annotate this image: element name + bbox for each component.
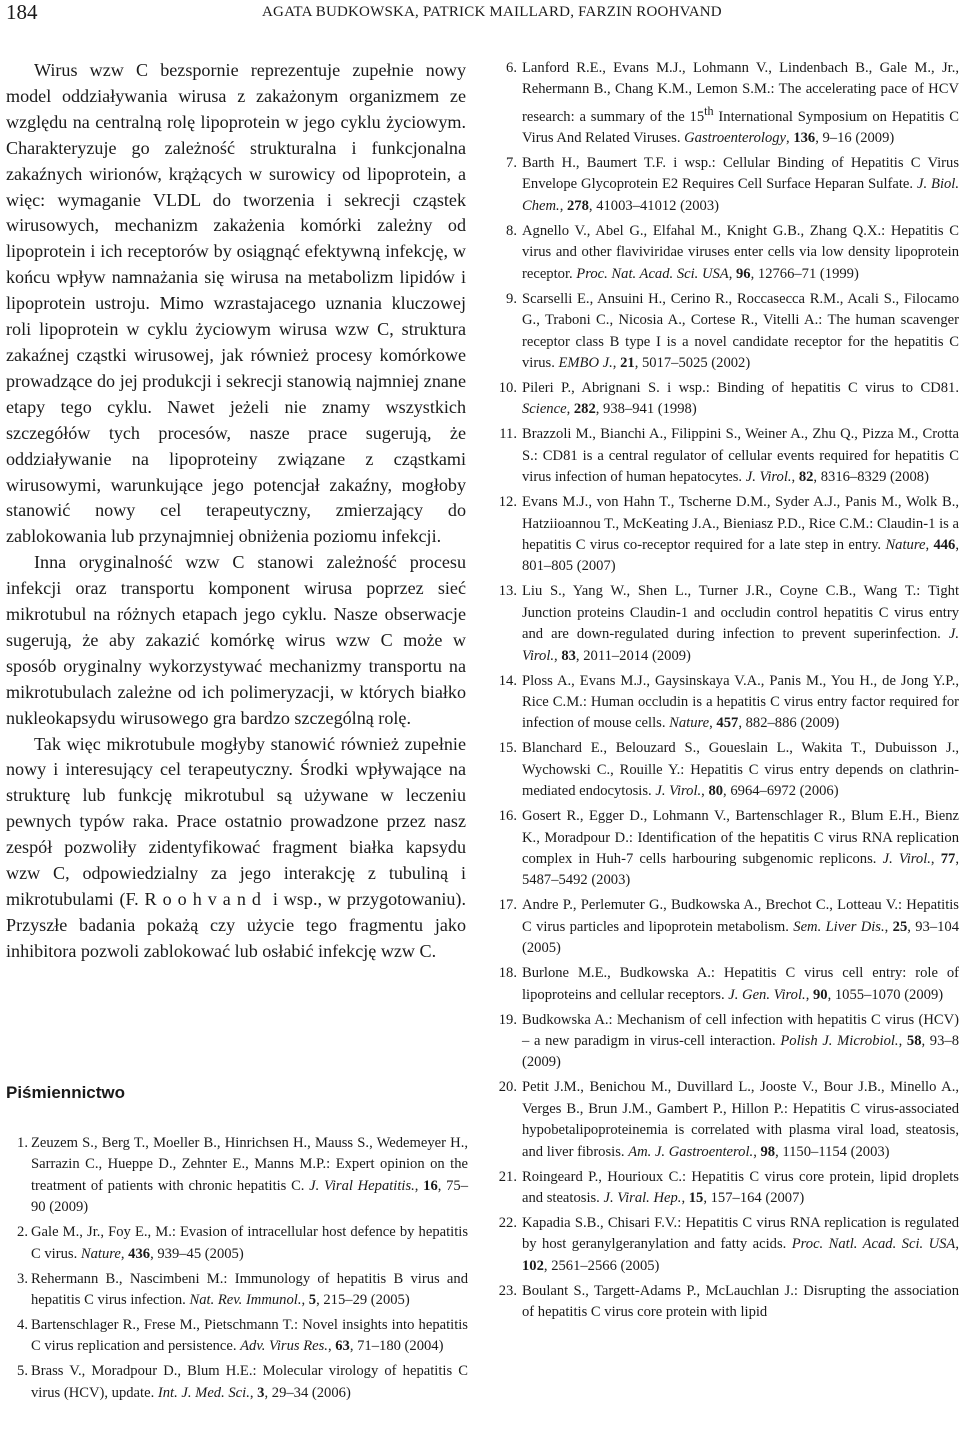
reference-journal: Proc. Nat. Acad. Sci. USA bbox=[576, 265, 729, 282]
reference-volume: 282 bbox=[573, 401, 596, 418]
reference-item: 5. Brass V., Moradpour D., Blum H.E.: Molecular virology of hepatitis C virus (HCV), update. Int. J. Med. Sci., 3, 29–34 (2006) bbox=[6, 1361, 468, 1404]
reference-journal: Nature bbox=[669, 715, 710, 732]
reference-number: 22. bbox=[498, 1215, 517, 1232]
reference-number: 21. bbox=[498, 1168, 517, 1185]
reference-volume: 63 bbox=[335, 1338, 350, 1355]
reference-item: 10. Pileri P., Abrignani S. i wsp.: Binding of hepatitis C virus to CD81. Science, 282, 938–941 (1998) bbox=[497, 378, 959, 421]
reference-journal: Nat. Rev. Immunol. bbox=[189, 1292, 302, 1309]
reference-journal: Science bbox=[522, 401, 567, 418]
reference-authors-title: Scarselli E., Ansuini H., Cerino R., Roccasecca R.M., Acali S., Filocamo G., Traboni C., Nicosia A., Cortese R., Vitelli A.: The human scavenger receptor class B type I is a novel candidate receptor for the hepatitis C virus. bbox=[522, 290, 959, 371]
reference-pages-year: , 6964–6972 (2006) bbox=[723, 783, 839, 800]
reference-journal: J. Virol. bbox=[522, 626, 959, 664]
reference-pages-year: , 1055–1070 (2009) bbox=[827, 986, 944, 1003]
paragraph-1: Wirus wzw C bezspornie reprezentuje zupełnie nowy model oddziaływania wirusa z zakażonym organizmem ze względu na centralną rolę lipoprotein w jego cyklu życiowym. Charakteryzuje go zależność strukturalna i funkcjonalna zakaźnych wirionów, krążących w surowicy od lipoprotein, a więc: wymaganie VLDL do tworzenia i sekrecji cząstek wirusowych, mechanizm zakażenia komórki zależny od lipoprotein i ich receptorów by osiągnąć efektywną infekcję, w końcu wpływ namnażania się wirusa na metabolizm lipidów i lipoprotein ustroju. Mimo wzrastajacego uznania kluczowej roli lipoprotein w cyklu życiowym wirusa wzw C, struktura zakaźnej cząstki wirusowej, jak również procesy komórkowe prowadzące do jej produkcji i sekrecji stanowią najmniej znane etapy tego cyklu. Nawet jeżeli nie znamy wszystkich szczegółów tych procesów, nasze prace sugerują, że oddziaływanie na lipoproteiny związane z cząstkami wirusowymi, warunkujące jego potencjał zakaźny, mogłoby stanowić nowy cel terapeutyczny, zmierzający do zablokowania lub przynajmniej obniżenia poziomu infekcji. bbox=[6, 60, 466, 547]
references-heading: Piśmiennictwo bbox=[6, 1083, 126, 1102]
reference-volume: 5 bbox=[308, 1292, 317, 1309]
reference-pages-year: , 8316–8329 (2008) bbox=[813, 469, 929, 486]
reference-pages-year: , 75–90 (2009) bbox=[31, 1177, 468, 1216]
paragraph-2: Inna oryginalność wzw C stanowi zależność procesu infekcji oraz transportu komponent wirusa poprzez sieć mikrotubul na różnych etapach jego cyklu. Nasze obserwacje sugerują, że aby zakazić komórkę wirus wzw C może w sposób oryginalny wykorzystywać mechanizmy transportu na mikrotubulach zależne od ich polimeryzacji, w których białko nukleokapsydu wirusowego gra bardzo szczególną rolę. bbox=[6, 552, 466, 728]
reference-number: 1. bbox=[17, 1135, 28, 1151]
references-list-left bbox=[6, 1133, 468, 1404]
reference-item: 18. Burlone M.E., Budkowska A.: Hepatitis C virus cell entry: role of lipoproteins and cellular receptors. J. Gen. Virol., 90, 1055–1070 (2009) bbox=[497, 963, 959, 1006]
reference-number: 19. bbox=[498, 1011, 517, 1028]
reference-pages-year: , 1150–1154 (2003) bbox=[775, 1143, 890, 1160]
reference-superscript: th bbox=[704, 103, 714, 118]
reference-journal: Proc. Natl. Acad. Sci. USA bbox=[791, 1236, 956, 1253]
reference-volume: 3 bbox=[257, 1384, 265, 1401]
reference-journal: Gastroenterology bbox=[684, 130, 787, 147]
reference-volume: 83 bbox=[561, 647, 576, 664]
reference-volume: 15 bbox=[688, 1190, 704, 1207]
reference-volume: 58 bbox=[906, 1033, 922, 1050]
reference-item: 4. Bartenschlager R., Frese M., Pietschmann T.: Novel insights into hepatitis C virus replication and persistence. Adv. Virus Res., 63, 71–180 (2004) bbox=[6, 1315, 468, 1358]
reference-authors-title: Brazzoli M., Bianchi A., Filippini S., Weiner A., Zhu Q., Pizza M., Crotta S.: CD81 is a central regulator of cellular events required for hepatitis C virus infection of human hepatocytes. bbox=[522, 426, 959, 486]
reference-item: 16. Gosert R., Egger D., Lohmann V., Bartenschlager R., Blum E.H., Bienz K., Moradpour D.: Identification of the hepatitis C virus RNA replication complex in Huh-7 cells harbouring subgenomic replicons. J. Virol., 77, 5487–5492 (2003) bbox=[497, 806, 959, 892]
reference-number: 12. bbox=[498, 494, 517, 511]
reference-pages-year: , 9–16 (2009) bbox=[815, 130, 895, 147]
reference-item: 3. Rehermann B., Nascimbeni M.: Immunology of hepatitis B virus and hepatitis C virus infection. Nat. Rev. Immunol., 5, 215–29 (2005) bbox=[6, 1269, 468, 1312]
reference-authors-title: Gale M., Jr., Foy E., M.: Evasion of intracellular host defence by hepatitis C virus. bbox=[31, 1224, 468, 1262]
reference-journal: Nature bbox=[80, 1245, 121, 1262]
reference-authors-title: Burlone M.E., Budkowska A.: Hepatitis C virus cell entry: role of lipoproteins and cellular receptors. bbox=[522, 965, 959, 1003]
main-text-column bbox=[6, 58, 466, 965]
reference-authors-title: Barth H., Baumert T.F. i wsp.: Cellular Binding of Hepatitis C Virus Envelope Glycoprotein E2 Requires Cell Surface Heparan Sulfate. bbox=[522, 155, 959, 193]
reference-authors-title: Gosert R., Egger D., Lohmann V., Bartenschlager R., Blum E.H., Bienz K., Moradpour D.: Identification of the hepatitis C virus RNA replication complex in Huh-7 cells harbouring subgenomic replicons. bbox=[522, 808, 959, 868]
reference-item: 20. Petit J.M., Benichou M., Duvillard L., Jooste V., Bour J.B., Minello A., Verges B., Brun J.M., Gambert P., Hillon P.: Hepatitis C virus-associated hypobetalipoproteinemia is correlated with plasma viral load, steatosis, and liver fibrosis. Am. J. Gastroenterol., 98, 1150–1154 (2003) bbox=[497, 1077, 959, 1163]
reference-authors-title: Evans M.J., von Hahn T., Tscherne D.M., Syder A.J., Panis M., Wolk B., Hatziioannou T., McKeating J.A., Bieniasz P.D., Rice C.M.: Claudin-1 is a hepatitis C virus co-receptor required for a late step in entry. bbox=[522, 494, 959, 553]
paragraph-3-end: i wsp., w przygotowaniu). Przyszłe badania pokażą czy użycie tego fragmentu jako inhibitora pozwoli zablokować lub osłabić infekcję wzw C. bbox=[6, 889, 466, 961]
reference-volume: 21 bbox=[620, 354, 635, 371]
reference-pages-year: , 12766–71 (1999) bbox=[750, 265, 859, 282]
reference-pages-year: , 2011–2014 (2009) bbox=[575, 647, 691, 664]
reference-volume: 16 bbox=[423, 1177, 438, 1194]
reference-number: 23. bbox=[498, 1282, 517, 1299]
references-list-right bbox=[497, 58, 959, 1324]
reference-volume: 136 bbox=[793, 130, 816, 147]
reference-authors-title: Ploss A., Evans M.J., Gaysinskaya V.A., Panis M., You H., de Jong Y.P., Rice C.M.: Human occludin is a hepatitis C virus entry factor required for infection of mouse cells. bbox=[522, 672, 959, 732]
reference-pages-year: , 939–45 (2005) bbox=[150, 1245, 244, 1262]
reference-authors-title: Budkowska A.: Mechanism of cell infection with hepatitis C virus (HCV) – a new paradigm in virus-cell interaction. bbox=[522, 1011, 959, 1050]
reference-number: 9. bbox=[506, 290, 517, 307]
reference-authors-title: Liu S., Yang W., Shen L., Turner J.R., Coyne C.B., Wang T.: Tight Junction proteins Claudin-1 and occludin control hepatitis C virus entry and are down-regulated during infection to prevent superinfection. bbox=[522, 583, 959, 643]
reference-number: 15. bbox=[498, 740, 517, 757]
reference-item: 6. Lanford R.E., Evans M.J., Lohmann V., Lindenbach B., Gale M., Jr., Rehermann B., Chang K.M., Lemon S.M.: The accelerating pace of HCV research: a summary of the 15th International Symposium on Hepatitis C Virus And Related Viruses. Gastroenterology, 136, 9–16 (2009) bbox=[497, 58, 959, 149]
reference-pages-year: , 2561–2566 (2005) bbox=[543, 1257, 660, 1274]
running-head: AGATA BUDKOWSKA, PATRICK MAILLARD, FARZIN ROOHVAND bbox=[262, 4, 722, 20]
page-number: 184 bbox=[6, 0, 38, 24]
reference-number: 2. bbox=[17, 1224, 28, 1241]
reference-journal: J. Viral Hepatitis. bbox=[309, 1177, 415, 1194]
reference-journal: Nature bbox=[885, 536, 926, 553]
reference-item: 1. Zeuzem S., Berg T., Moeller B., Hinrichsen H., Mauss S., Wedemeyer H., Sarrazin C., Hueppe D., Zehnter E., Manns M.P.: Expert opinion on the treatment of patients with chronic hepatitis C. J. Viral Hepatitis., 16, 75–90 (2009) bbox=[6, 1133, 468, 1219]
reference-number: 8. bbox=[506, 222, 517, 239]
reference-pages-year: , 71–180 (2004) bbox=[349, 1338, 444, 1355]
reference-item: 11. Brazzoli M., Bianchi A., Filippini S., Weiner A., Zhu Q., Pizza M., Crotta S.: CD81 is a central regulator of cellular events required for hepatitis C virus infection of human hepatocytes. J. Virol., 82, 8316–8329 (2008) bbox=[497, 424, 959, 488]
reference-number: 3. bbox=[17, 1270, 28, 1287]
reference-pages-year: , 93–104 (2005) bbox=[522, 918, 960, 957]
reference-pages-year: , 882–886 (2009) bbox=[738, 715, 840, 732]
reference-journal: Int. J. Med. Sci. bbox=[157, 1384, 250, 1401]
reference-volume: 102 bbox=[522, 1257, 544, 1274]
reference-pages-year: , 938–941 (1998) bbox=[595, 401, 697, 418]
reference-item: 15. Blanchard E., Belouzard S., Goueslain L., Wakita T., Dubuisson J., Wychowski C., Rouille Y.: Hepatitis C virus entry depends on clathrin-mediated endocytosis. J. Virol., 80, 6964–6972 (2006) bbox=[497, 738, 959, 802]
reference-pages-year: , 157–164 (2007) bbox=[703, 1190, 805, 1207]
references-column-right bbox=[497, 58, 959, 1327]
page-header bbox=[0, 0, 960, 30]
paragraph-3-start: Tak więc mikrotubule mogłyby stanowić również zupełnie nowy i interesujący cel terapeutyczny. Środki wpływające na strukturę lub funkcję mikrotubul są używane w leczeniu pewnych typów raka. Prace ostatnio prowadzone przez nasz zespół pozwoliły zidentyfikować fragment białka kapsydu wzw C, odpowiedzialny za jego interakcję z tubuliną i mikrotubulami (F. bbox=[6, 733, 466, 909]
reference-authors-title: Pileri P., Abrignani S. i wsp.: Binding of hepatitis C virus to CD81. bbox=[522, 379, 959, 396]
body-text bbox=[6, 58, 466, 965]
reference-number: 4. bbox=[17, 1317, 28, 1334]
reference-item: 22. Kapadia S.B., Chisari F.V.: Hepatitis C virus RNA replication is regulated by host geranylgeranylation and fatty acids. Proc. Natl. Acad. Sci. USA, 102, 2561–2566 (2005) bbox=[497, 1213, 959, 1277]
reference-volume: 77 bbox=[940, 851, 956, 868]
reference-volume: 80 bbox=[708, 783, 724, 800]
reference-number: 13. bbox=[498, 583, 517, 600]
reference-number: 6. bbox=[506, 60, 517, 76]
reference-journal: Sem. Liver Dis. bbox=[793, 918, 885, 935]
reference-authors-title: Kapadia S.B., Chisari F.V.: Hepatitis C virus RNA replication is regulated by host geranylgeranylation and fatty acids. bbox=[522, 1215, 959, 1253]
reference-item: 17. Andre P., Perlemuter G., Budkowska A., Brechot C., Lotteau V.: Hepatitis C virus particles and lipoprotein metabolism. Sem. Liver Dis., 25, 93–104 (2005) bbox=[497, 895, 959, 959]
reference-journal: J. Virol. bbox=[655, 783, 702, 800]
reference-journal: Adv. Virus Res. bbox=[240, 1338, 328, 1355]
reference-number: 10. bbox=[498, 379, 517, 396]
references-column-left bbox=[6, 1133, 468, 1408]
reference-authors-title: Rehermann B., Nascimbeni M.: Immunology of hepatitis B virus and hepatitis C virus infection. bbox=[31, 1270, 468, 1309]
reference-volume: 25 bbox=[892, 918, 908, 935]
reference-authors-title: Lanford R.E., Evans M.J., Lohmann V., Lindenbach B., Gale M., Jr., Rehermann B., Chang K.M., Lemon S.M.: The accelerating pace of HCV research: a summary of the 15 bbox=[522, 60, 959, 125]
reference-journal: EMBO J. bbox=[558, 354, 613, 371]
reference-item: 8. Agnello V., Abel G., Elfahal M., Knight G.B., Zhang Q.X.: Hepatitis C virus and other flaviviridae viruses enter cells via low density lipoprotein receptor. Proc. Nat. Acad. Sci. USA, 96, 12766–71 (1999) bbox=[497, 221, 959, 285]
reference-item: 2. Gale M., Jr., Foy E., M.: Evasion of intracellular host defence by hepatitis C virus. Nature, 436, 939–45 (2005) bbox=[6, 1222, 468, 1265]
reference-authors-title: Roingeard P., Hourioux C.: Hepatitis C virus core protein, lipid droplets and steatosis. bbox=[522, 1168, 959, 1207]
reference-number: 18. bbox=[498, 965, 517, 982]
reference-volume: 98 bbox=[760, 1143, 776, 1160]
reference-pages-year: , 29–34 (2006) bbox=[264, 1384, 351, 1401]
reference-item: 21. Roingeard P., Hourioux C.: Hepatitis C virus core protein, lipid droplets and steatosis. J. Viral. Hep., 15, 157–164 (2007) bbox=[497, 1167, 959, 1210]
reference-volume: 96 bbox=[736, 265, 751, 282]
reference-volume: 90 bbox=[812, 986, 828, 1003]
reference-journal: J. Virol. bbox=[745, 469, 792, 486]
reference-number: 7. bbox=[506, 155, 517, 172]
reference-item: 7. Barth H., Baumert T.F. i wsp.: Cellular Binding of Hepatitis C Virus Envelope Glycoprotein E2 Requires Cell Surface Heparan Sulfate. J. Biol. Chem., 278, 41003–41012 (2003) bbox=[497, 153, 959, 217]
reference-authors-title: Boulant S., Targett-Adams P., McLauchlan J.: Disrupting the association of hepatitis C virus core protein with lipid bbox=[522, 1282, 959, 1321]
reference-journal: Polish J. Microbiol. bbox=[780, 1033, 899, 1050]
reference-pages-year: , 41003–41012 (2003) bbox=[588, 197, 720, 214]
reference-pages-year: , 801–805 (2007) bbox=[522, 536, 959, 575]
reference-number: 17. bbox=[498, 897, 517, 914]
reference-item: 13. Liu S., Yang W., Shen L., Turner J.R., Coyne C.B., Wang T.: Tight Junction proteins Claudin-1 and occludin control hepatitis C virus entry and are down-regulated during infection to prevent superinfection. J. Virol., 83, 2011–2014 (2009) bbox=[497, 581, 959, 667]
reference-number: 5. bbox=[17, 1363, 28, 1380]
reference-pages-year: , 215–29 (2005) bbox=[316, 1292, 410, 1309]
reference-journal: J. Viral. Hep. bbox=[603, 1190, 682, 1207]
reference-number: 11. bbox=[499, 426, 517, 443]
reference-journal: J. Gen. Virol. bbox=[728, 986, 806, 1003]
reference-volume: 278 bbox=[567, 197, 589, 214]
reference-journal: J. Virol. bbox=[882, 851, 931, 868]
reference-authors-title: Brass V., Moradpour D., Blum H.E.: Molecular virology of hepatitis C virus (HCV), update. bbox=[31, 1363, 468, 1401]
reference-journal: Am. J. Gastroenterol. bbox=[628, 1143, 754, 1160]
reference-item bbox=[497, 1281, 959, 1324]
reference-authors-title: Bartenschlager R., Frese M., Pietschmann T.: Novel insights into hepatitis C virus replication and persistence. bbox=[31, 1317, 468, 1355]
reference-volume: 436 bbox=[128, 1245, 151, 1262]
reference-item: 14. Ploss A., Evans M.J., Gaysinskaya V.A., Panis M., You H., de Jong Y.P., Rice C.M.: Human occludin is a hepatitis C virus entry factor required for infection of mouse cells. Nature, 457, 882–886 (2009) bbox=[497, 671, 959, 735]
reference-pages-year: , 5487–5492 (2003) bbox=[522, 851, 959, 889]
reference-volume: 446 bbox=[933, 536, 956, 553]
reference-volume: 82 bbox=[798, 469, 814, 486]
reference-authors-title: Blanchard E., Belouzard S., Goueslain L., Wakita T., Dubuisson J., Wychowski C., Rouille Y.: Hepatitis C virus entry depends on clathrin-mediated endocytosis. bbox=[522, 740, 959, 800]
reference-volume: 457 bbox=[716, 715, 739, 732]
reference-number: 20. bbox=[498, 1079, 517, 1096]
reference-journal: J. Biol. Chem. bbox=[522, 176, 959, 214]
reference-pages-year: , 5017–5025 (2002) bbox=[634, 354, 751, 371]
reference-authors-title: Agnello V., Abel G., Elfahal M., Knight G.B., Zhang Q.X.: Hepatitis C virus and other flaviviridae viruses enter cells via low density lipoprotein receptor. bbox=[522, 222, 959, 282]
paragraph-3 bbox=[6, 732, 466, 965]
reference-number: 16. bbox=[498, 808, 517, 825]
reference-pages-year: , 93–8 (2009) bbox=[522, 1033, 959, 1071]
reference-item: 19. Budkowska A.: Mechanism of cell infection with hepatitis C virus (HCV) – a new paradigm in virus-cell interaction. Polish J. Microbiol., 58, 93–8 (2009) bbox=[497, 1010, 959, 1074]
reference-title-cont: International Symposium on Hepatitis C Virus And Related Viruses. bbox=[522, 108, 959, 147]
author-name-spaced: Roohvand bbox=[144, 889, 267, 909]
reference-item: 12. Evans M.J., von Hahn T., Tscherne D.M., Syder A.J., Panis M., Wolk B., Hatziioannou T., McKeating J.A., Bieniasz P.D., Rice C.M.: Claudin-1 is a hepatitis C virus co-receptor required for a late step in entry. Nature, 446, 801–805 (2007) bbox=[497, 492, 959, 578]
reference-authors-title: Petit J.M., Benichou M., Duvillard L., Jooste V., Bour J.B., Minello A., Verges B., Brun J.M., Gambert P., Hillon P.: Hepatitis C virus-associated hypobetalipoproteinemia is correlated with plasma viral load, steatosis, and liver fibrosis. bbox=[522, 1079, 959, 1160]
reference-number: 14. bbox=[498, 672, 517, 689]
reference-authors-title: Andre P., Perlemuter G., Budkowska A., Brechot C., Lotteau V.: Hepatitis C virus particles and lipoprotein metabolism. bbox=[522, 897, 959, 935]
reference-item: 9. Scarselli E., Ansuini H., Cerino R., Roccasecca R.M., Acali S., Filocamo G., Traboni C., Nicosia A., Cortese R., Vitelli A.: The human scavenger receptor class B type I is a novel candidate receptor for the hepatitis C virus. EMBO J., 21, 5017–5025 (2002) bbox=[497, 289, 959, 375]
reference-authors-title: Zeuzem S., Berg T., Moeller B., Hinrichsen H., Mauss S., Wedemeyer H., Sarrazin C., Hueppe D., Zehnter E., Manns M.P.: Expert opinion on the treatment of patients with chronic hepatitis C. bbox=[31, 1135, 468, 1194]
